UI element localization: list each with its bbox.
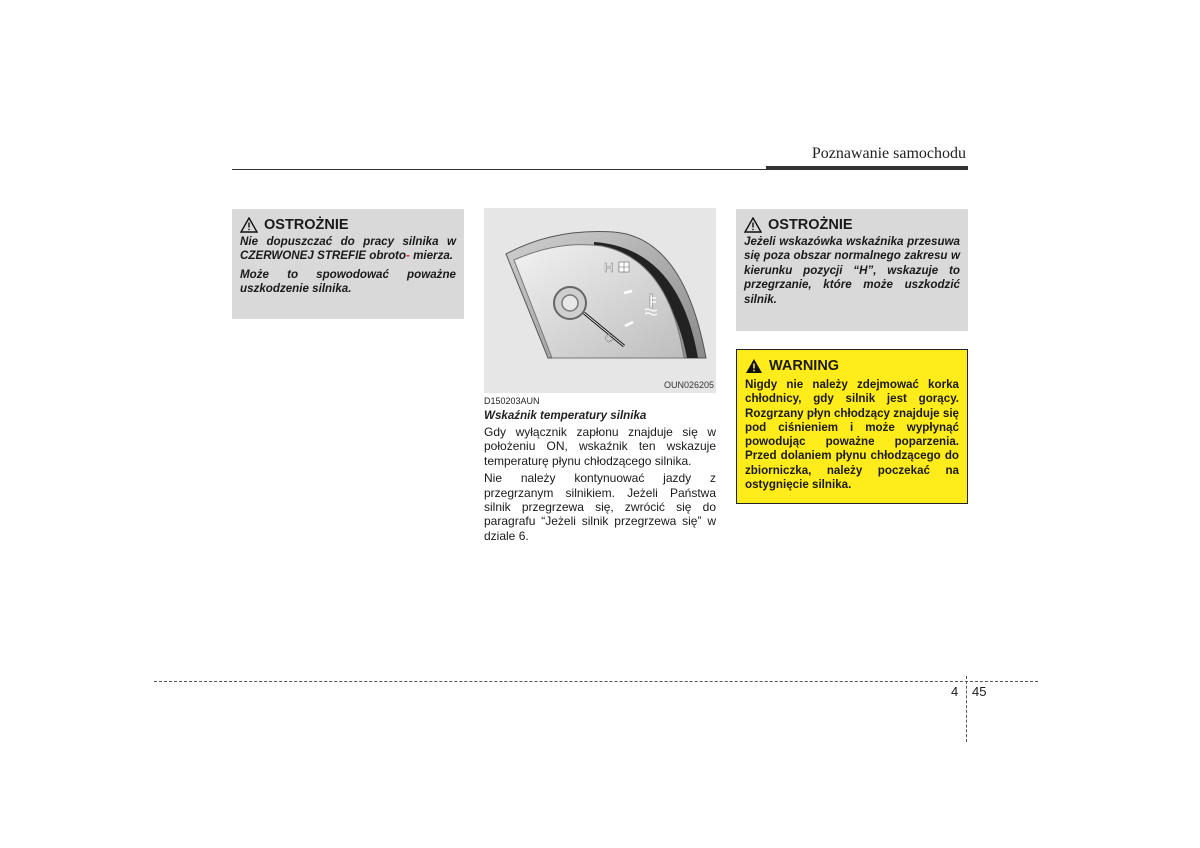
- footer-rule: [154, 681, 1038, 682]
- page-header-title: Poznawanie samochodu: [811, 145, 966, 162]
- gauge-hot-label: H: [604, 260, 614, 275]
- caution-text-part: Nie dopuszczać do pracy silnika w CZERWONEJ STREFIE obroto: [240, 235, 456, 263]
- page-number: 45: [972, 684, 987, 699]
- warning-triangle-filled-icon: [745, 358, 763, 374]
- section-body: [484, 425, 716, 546]
- body-paragraph: Gdy wyłącznik zapłonu znajduje się w położeniu ON, wskaźnik ten wskazuje temperaturę płynu chłodzącego silnika.: [484, 425, 716, 468]
- gauge-figure: [484, 208, 716, 393]
- warning-paragraph: Nigdy nie należy zdejmować korka chłodnicy, gdy silnik jest gorący. Rozgrzany płyn chłodzący znajduje się pod ciśnieniem i może wypłynąć powodując poważne poparzenia. Przed dolaniem płynu chłodzącego do zbiorniczka, należy poczekać na ostygnięcie silnika.: [745, 378, 959, 492]
- temperature-gauge-illustration: [484, 208, 716, 393]
- warning-triangle-outline-icon: [240, 217, 258, 233]
- hyphen-mark: -: [405, 249, 410, 263]
- body-paragraph: Nie należy kontynuować jazdy z przegrzanym silnikiem. Jeżeli Państwa silnik przegrzewa się, zwrócić się do paragrafu “Jeżeli silnik przegrzewa się” w dziale 6.: [484, 471, 716, 543]
- caution-heading-row: [240, 217, 456, 233]
- caution-box-right: [736, 209, 968, 331]
- figure-code: OUN026205: [663, 380, 714, 390]
- footer-divider: [966, 676, 967, 742]
- warning-heading-row: [745, 358, 959, 374]
- caution-text-part: mierza.: [413, 249, 454, 263]
- gauge-cold-label: C: [605, 333, 613, 345]
- caution-paragraph: [240, 235, 456, 264]
- red-zone-marker: [619, 262, 629, 272]
- caution-paragraph: Może to spowodować poważne uszkodzenie silnika.: [240, 267, 456, 296]
- caution-box-left: [232, 209, 464, 319]
- caution-heading: OSTROŻNIE: [264, 217, 349, 233]
- chapter-number: 4: [951, 684, 959, 699]
- caution-heading-row: [744, 217, 960, 233]
- header-rule: [232, 169, 766, 170]
- warning-heading: WARNING: [769, 358, 840, 374]
- caution-heading: OSTROŻNIE: [768, 217, 853, 233]
- header-rule-accent: [766, 166, 968, 170]
- caution-paragraph: Jeżeli wskazówka wskaźnika przesuwa się poza obszar normalnego zakresu w kierunku pozycji “H”, wskazuje to przegrzanie, które może uszkodzić silnik.: [744, 235, 960, 306]
- section-id: D150203AUN: [484, 396, 540, 406]
- section-subtitle: Wskaźnik temperatury silnika: [484, 409, 647, 422]
- warning-triangle-outline-icon: [744, 217, 762, 233]
- warning-box: [736, 349, 968, 504]
